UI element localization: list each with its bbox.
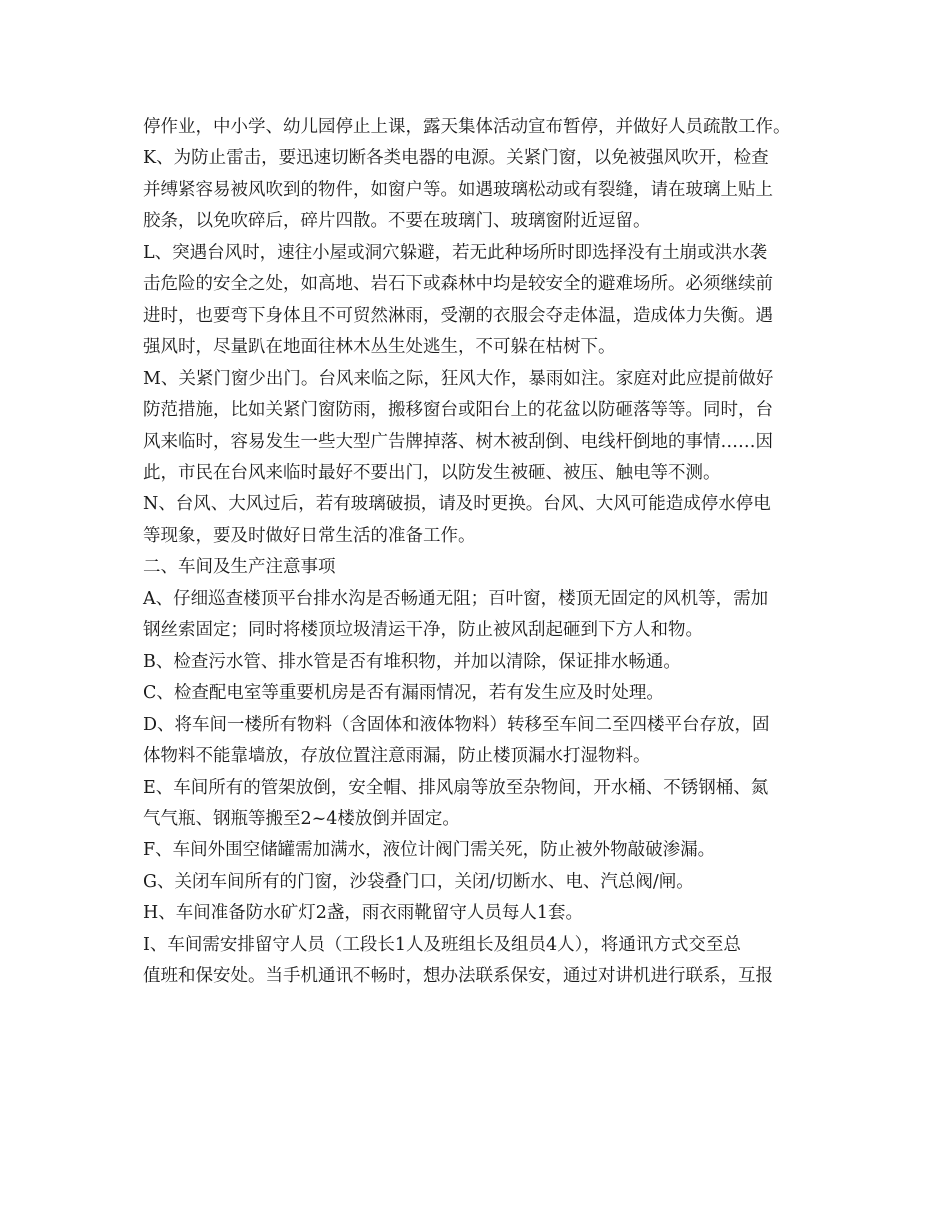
text-line: F、车间外围空储罐需加满水，液位计阀门需关死，防止被外物敲破渗漏。 xyxy=(143,840,716,861)
text-line: 防范措施，比如关紧门窗防雨，搬移窗台或阳台上的花盆以防砸落等等。同时，台 xyxy=(143,400,773,421)
text-line: A、仔细巡查楼顶平台排水沟是否畅通无阻；百叶窗，楼顶无固定的风机等，需加 xyxy=(143,588,769,609)
text-line: 此，市民在台风来临时最好不要出门，以防发生被砸、被压、触电等不测。 xyxy=(143,462,721,483)
document-body xyxy=(143,112,823,993)
text-line: K、为防止雷击，要迅速切断各类电器的电源。关紧门窗，以免被强风吹开，检查 xyxy=(143,148,769,169)
text-line: 并缚紧容易被风吹到的物件，如窗户等。如遇玻璃松动或有裂缝，请在玻璃上贴上 xyxy=(143,179,773,200)
text-line: 进时，也要弯下身体且不可贸然淋雨，受潮的衣服会夺走体温，造成体力失衡。遇 xyxy=(143,305,773,326)
text-line: 值班和保安处。当手机通讯不畅时，想办法联系保安，通过对讲机进行联系，互报 xyxy=(143,966,773,987)
text-line: G、关闭车间所有的门窗，沙袋叠门口，关闭/切断水、电、汽总阀/闸。 xyxy=(143,871,694,892)
text-line: B、检查污水管、排水管是否有堆积物，并加以清除，保证排水畅通。 xyxy=(143,651,681,672)
text-line: 胶条，以免吹碎后，碎片四散。不要在玻璃门、玻璃窗附近逗留。 xyxy=(143,211,651,232)
text-line: D、将车间一楼所有物料（含固体和液体物料）转移至车间二至四楼平台存放，固 xyxy=(143,714,770,735)
section-heading: 二、车间及生产注意事项 xyxy=(143,557,336,578)
text-line: M、关紧门窗少出门。台风来临之际，狂风大作，暴雨如注。家庭对此应提前做好 xyxy=(143,368,774,389)
text-line: 击危险的安全之处，如高地、岩石下或森林中均是较安全的避难场所。必须继续前 xyxy=(143,274,773,295)
text-line: 强风时，尽量趴在地面往林木丛生处逃生，不可躲在枯树下。 xyxy=(143,337,616,358)
text-line: 等现象，要及时做好日常生活的准备工作。 xyxy=(143,525,476,546)
text-line: 风来临时，容易发生一些大型广告牌掉落、树木被刮倒、电线杆倒地的事情……因 xyxy=(143,431,773,452)
text-line: C、检查配电室等重要机房是否有漏雨情况，若有发生应及时处理。 xyxy=(143,683,664,704)
text-line: 钢丝索固定；同时将楼顶垃圾清运干净，防止被风刮起砸到下方人和物。 xyxy=(143,620,703,641)
text-line: H、车间准备防水矿灯2盏，雨衣雨靴留守人员每人1套。 xyxy=(143,903,584,924)
text-line: N、台风、大风过后，若有玻璃破损，请及时更换。台风、大风可能造成停水停电 xyxy=(143,494,771,515)
text-line: 停作业，中小学、幼儿园停止上课，露天集体活动宣布暂停，并做好人员疏散工作。 xyxy=(143,117,791,137)
text-line: 体物料不能靠墙放，存放位置注意雨漏，防止楼顶漏水打湿物料。 xyxy=(143,746,651,767)
text-line: I、车间需安排留守人员（工段长1人及班组长及组员4人），将通讯方式交至总 xyxy=(143,934,741,955)
text-line: 气气瓶、钢瓶等搬至2~4楼放倒并固定。 xyxy=(143,808,460,829)
text-line: L、突遇台风时，速往小屋或洞穴躲避，若无此种场所时即选择没有土崩或洪水袭 xyxy=(143,242,768,263)
text-line: E、车间所有的管架放倒，安全帽、排风扇等放至杂物间，开水桶、不锈钢桶、氮 xyxy=(143,777,769,798)
